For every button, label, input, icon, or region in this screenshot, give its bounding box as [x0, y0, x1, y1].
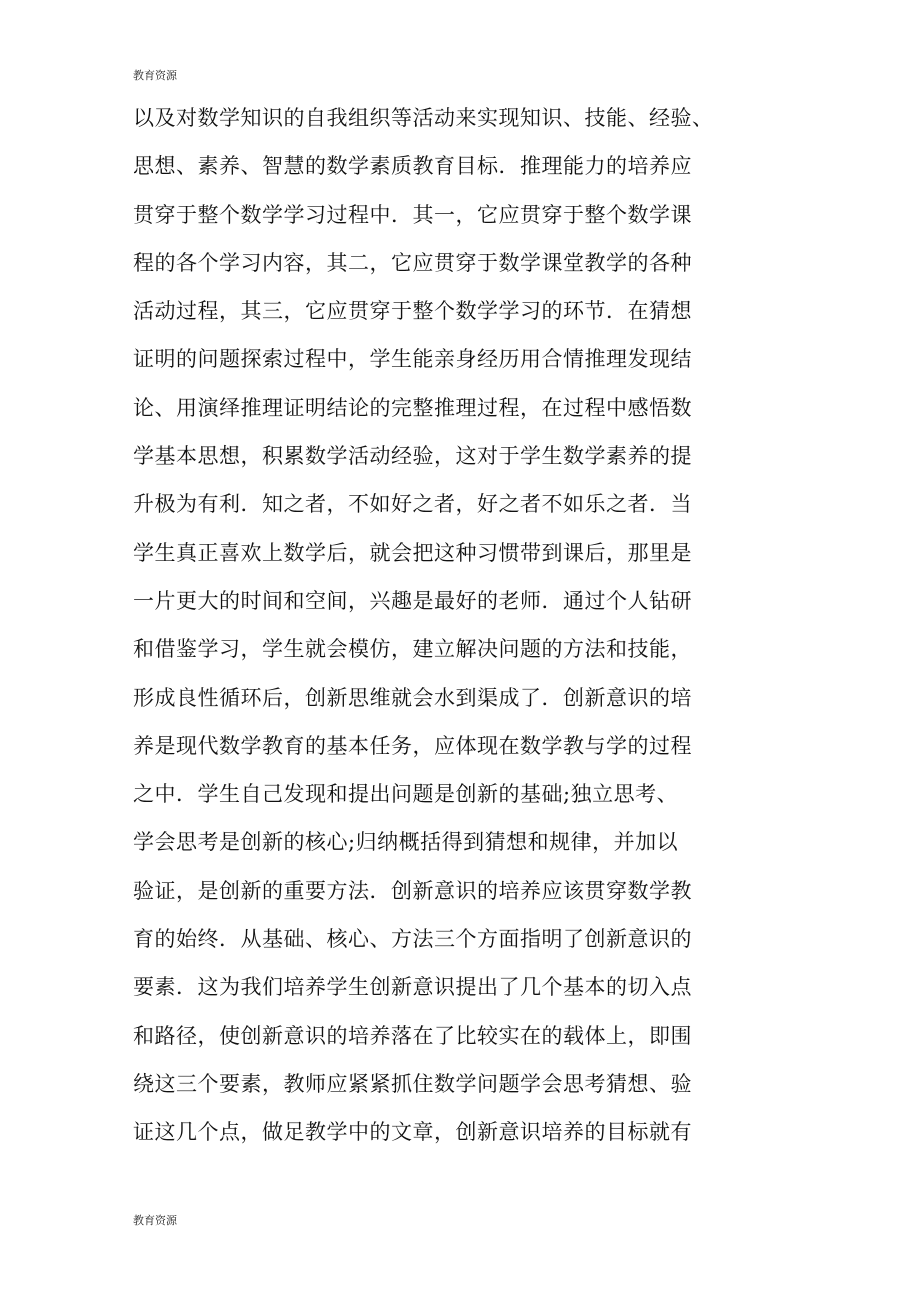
page-footer-label: 教育资源 — [133, 1214, 177, 1227]
paragraph-line: 思想、素养、智慧的数学素质教育目标．推理能力的培养应 — [133, 154, 692, 179]
paragraph-line: 养是现代数学教育的基本任务，应体现在数学教与学的过程 — [133, 733, 692, 758]
document-body — [133, 94, 733, 1157]
paragraph-line: 一片更大的时间和空间，兴趣是最好的老师．通过个人钻研 — [133, 588, 692, 613]
paragraph-line: 形成良性循环后，创新思维就会水到渠成了．创新意识的培 — [133, 685, 692, 710]
paragraph-line: 之中．学生自己发现和提出问题是创新的基础;独立思考、 — [133, 782, 679, 807]
paragraph-line: 学会思考是创新的核心;归纳概括得到猜想和规律，并加以 — [133, 830, 679, 855]
paragraph-line: 和借鉴学习，学生就会模仿，建立解决问题的方法和技能， — [133, 637, 692, 662]
paragraph-line: 证明的问题探索过程中，学生能亲身经历用合情推理发现结 — [133, 347, 692, 372]
page-header-label: 教育资源 — [133, 69, 177, 82]
paragraph-line: 证这几个点，做足教学中的文章，创新意识培养的目标就有 — [133, 1120, 692, 1145]
paragraph-line: 和路径，使创新意识的培养落在了比较实在的载体上，即围 — [133, 1023, 692, 1048]
paragraph-line: 程的各个学习内容，其二，它应贯穿于数学课堂教学的各种 — [133, 250, 692, 275]
paragraph-line: 学基本思想，积累数学活动经验，这对于学生数学素养的提 — [133, 444, 692, 469]
paragraph-line: 升极为有利．知之者，不如好之者，好之者不如乐之者．当 — [133, 492, 692, 517]
paragraph-line: 以及对数学知识的自我组织等活动来实现知识、技能、经验、 — [133, 106, 714, 130]
paragraph-line: 育的始终．从基础、核心、方法三个方面指明了创新意识的 — [133, 927, 692, 952]
paragraph-line: 验证，是创新的重要方法．创新意识的培养应该贯穿数学教 — [133, 878, 692, 903]
paragraph-line: 要素．这为我们培养学生创新意识提出了几个基本的切入点 — [133, 975, 692, 1000]
paragraph-line: 活动过程，其三，它应贯穿于整个数学学习的环节．在猜想 — [133, 299, 692, 324]
paragraph-line: 学生真正喜欢上数学后，就会把这种习惯带到课后，那里是 — [133, 540, 692, 565]
paragraph-line: 贯穿于整个数学学习过程中．其一，它应贯穿于整个数学课 — [133, 202, 692, 227]
paragraph-line: 绕这三个要素，教师应紧紧抓住数学问题学会思考猜想、验 — [133, 1071, 692, 1096]
paragraph-line: 论、用演绎推理证明结论的完整推理过程，在过程中感悟数 — [133, 395, 692, 420]
